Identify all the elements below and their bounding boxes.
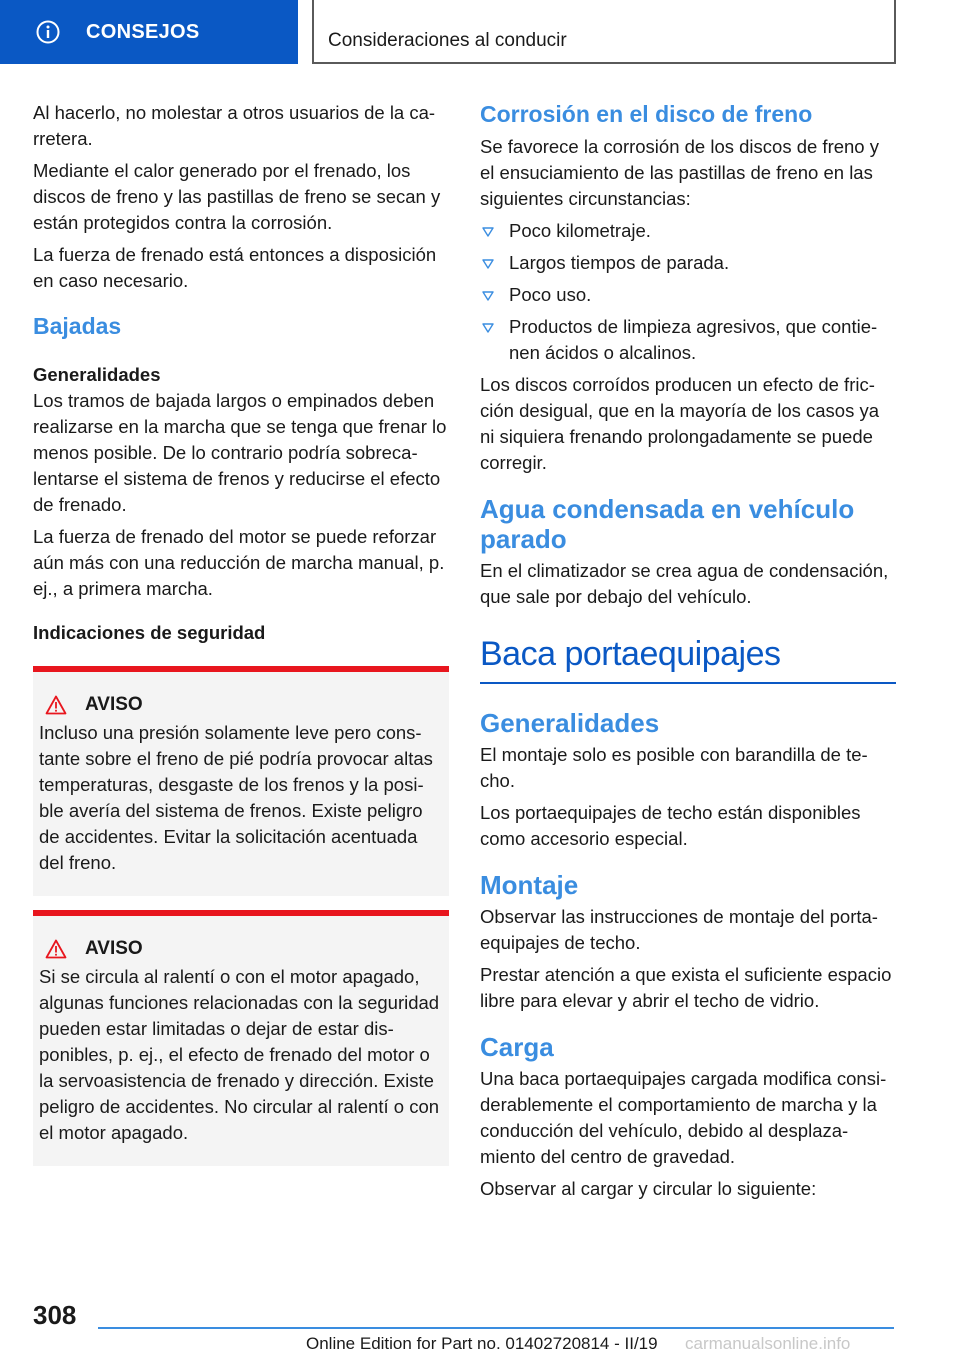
edition-note: Online Edition for Part no. 01402720814 - II/19 xyxy=(306,1334,658,1353)
bullet-list xyxy=(480,218,896,366)
section-tab xyxy=(0,0,298,64)
heading-agua: Agua condensada en vehículo parado xyxy=(480,494,855,554)
list-item: Largos tiempos de parada. xyxy=(480,250,896,276)
bullet-triangle-icon xyxy=(482,227,494,237)
warning-title: AVISO xyxy=(85,694,143,715)
paragraph: Los tramos de bajada largos o empinados deben realizarse en la marcha que se tenga que frenar lo menos posible. De lo contrario podría sobrecalentarse el sistema de frenos y reducirse el efecto de frenado. xyxy=(33,390,447,515)
paragraph: Los portaequipajes de techo están disponibles como accesorio especial. xyxy=(480,802,861,849)
warning-box xyxy=(33,910,449,1166)
paragraph: Observar al cargar y circular lo siguiente: xyxy=(480,1178,817,1199)
paragraph: Los discos corroídos producen un efecto de fricción desigual, que en la mayoría de los casos ya ni siquiera frenando prolongadamente se puede corregir. xyxy=(480,374,880,473)
heading-corrosion: Corrosión en el disco de freno xyxy=(480,101,813,127)
left-column xyxy=(33,100,449,1166)
warning-box xyxy=(33,666,449,896)
paragraph: El montaje solo es posible con barandilla de techo. xyxy=(480,744,868,791)
paragraph: Observar las instrucciones de montaje del portaequipajes de techo. xyxy=(480,906,878,953)
heading-safety: Indicaciones de seguridad xyxy=(33,622,266,643)
paragraph: En el climatizador se crea agua de condensación, que sale por debajo del vehículo. xyxy=(480,560,889,607)
warning-triangle-icon xyxy=(45,695,67,715)
heading-generalidades: Generalidades xyxy=(480,708,660,738)
bullet-triangle-icon xyxy=(482,323,494,333)
warning-triangle-icon xyxy=(45,939,67,959)
section-divider xyxy=(480,682,896,684)
paragraph: La fuerza de frenado del motor se puede reforzar aún más con una reducción de marcha manual, p. ej., a primera marcha. xyxy=(33,526,445,599)
section-tab-label: CONSEJOS xyxy=(86,20,200,43)
section-title: Baca portaequipajes xyxy=(480,635,781,673)
warning-title: AVISO xyxy=(85,938,143,959)
chapter-title: Consideraciones al conducir xyxy=(328,30,567,51)
warning-text: Incluso una presión solamente leve pero constante sobre el freno de pié podría provocar altas temperaturas, desgaste de los frenos y la posible avería del sistema de frenos. Existe peligro de accidentes. Evitar la solicitación acentuada del freno. xyxy=(39,722,433,873)
right-column xyxy=(480,100,896,1208)
list-item: Poco kilometraje. xyxy=(480,218,896,244)
footer-divider xyxy=(98,1327,894,1329)
warning-text: Si se circula al ralentí o con el motor apagado, algunas funciones relacionadas con la seguridad pueden estar limitadas o dejar de estar disponibles, p. ej., el efecto de frenado del motor o la servoasistencia de frenado y dirección. Existe peligro de accidentes. No circular al ralentí o con el motor apagado. xyxy=(39,966,440,1143)
info-icon xyxy=(36,20,60,44)
paragraph: Al hacerlo, no molestar a otros usuarios de la carretera. xyxy=(33,102,436,149)
list-item: Poco uso. xyxy=(480,282,896,308)
list-item: Productos de limpieza agresivos, que contienen ácidos o alcalinos. xyxy=(480,314,896,366)
paragraph: La fuerza de frenado está entonces a disposición en caso necesario. xyxy=(33,244,437,291)
paragraph: Una baca portaequipajes cargada modifica considerablemente el comportamiento de marcha y la conducción del vehículo, debido al desplazamiento del centro de gravedad. xyxy=(480,1068,887,1167)
heading-carga: Carga xyxy=(480,1032,554,1062)
page-number: 308 xyxy=(33,1300,77,1330)
paragraph: Prestar atención a que exista el suficiente espacio libre para elevar y abrir el techo de vidrio. xyxy=(480,964,892,1011)
paragraph: Se favorece la corrosión de los discos de freno y el ensuciamiento de las pastillas de freno en las siguientes circunstancias: xyxy=(480,136,879,209)
heading-bajadas: Bajadas xyxy=(33,313,122,339)
paragraph: Mediante el calor generado por el frenado, los discos de freno y las pastillas de freno se secan y están protegidos contra la corrosión. xyxy=(33,160,441,233)
heading-generalidades: Generalidades xyxy=(33,364,161,385)
bullet-triangle-icon xyxy=(482,291,494,301)
watermark: carmanualsonline.info xyxy=(685,1334,851,1353)
chapter-header xyxy=(312,0,896,64)
bullet-triangle-icon xyxy=(482,259,494,269)
heading-montaje: Montaje xyxy=(480,870,579,900)
